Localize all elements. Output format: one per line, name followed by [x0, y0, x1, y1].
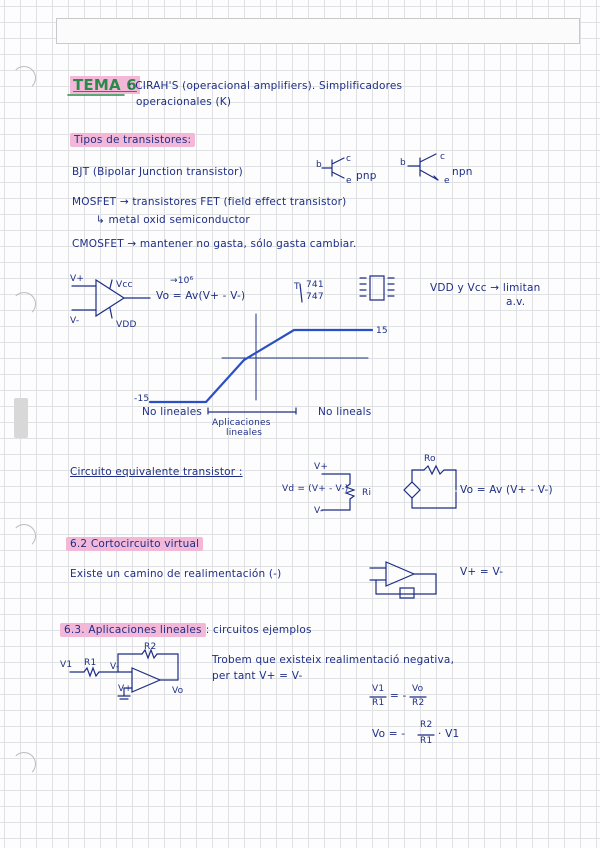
inv-vminus-label: V- — [110, 662, 120, 672]
eq-ri-label: Ri — [362, 488, 372, 498]
formula2-num: R2 — [420, 720, 433, 730]
chip-t-label: T — [294, 282, 300, 292]
graph-no-lineales-left: No lineales — [142, 406, 203, 418]
formula1-eq: = - — [390, 690, 407, 702]
cmosfet-text: CMOSFET → mantener no gasta, sólo gasta cambiar. — [72, 238, 357, 250]
chip-icon — [300, 276, 394, 302]
bjt-text: BJT (Bipolar Junction transistor) — [72, 166, 243, 178]
virtual-short-text: Existe un camino de realimentación (-) — [70, 568, 282, 580]
formula2-tail: · V1 — [438, 728, 460, 740]
formula2-lhs: Vo = - — [372, 728, 406, 740]
eq-vminus-label: V- — [314, 506, 324, 516]
eq-vo-formula: Vo = Av (V+ - V-) — [460, 484, 553, 496]
eq-vplus-label: V+ — [314, 462, 329, 472]
npn-emitter-label: e — [444, 176, 450, 186]
opamp-formula: Vo = Av(V+ - V-) — [156, 290, 246, 302]
graph-no-lineales-right: No lineals — [318, 406, 372, 418]
inv-r2-label: R2 — [144, 642, 157, 652]
inv-vo-label: Vo — [172, 686, 184, 696]
formula1-den-right: R2 — [412, 698, 425, 708]
pnp-collector-label: c — [346, 154, 352, 164]
pnp-emitter-label: e — [346, 176, 352, 186]
page-title: TEMA 6 — [70, 76, 140, 94]
page-subtitle-1: : CIRAH'S (operacional amplifiers). Simplificadores — [128, 80, 403, 92]
section-heading-6-3: 6.3. Aplicaciones lineales : circuitos ejemplos — [60, 624, 312, 636]
section-heading-tipos: Tipos de transistores: — [70, 134, 195, 146]
eq-vd-label: Vd = (V+ - V-) — [282, 484, 349, 494]
chip-747-label: 747 — [306, 292, 324, 302]
npn-base-label: b — [400, 158, 406, 168]
inv-text-1: Trobem que existeix realimentació negativa, — [212, 654, 455, 666]
pnp-label: pnp — [356, 170, 377, 182]
pnp-transistor-icon — [322, 158, 344, 178]
supply-note-2: a.v. — [506, 296, 526, 308]
graph-aplicaciones-1: Aplicaciones — [212, 418, 271, 428]
inv-vplus-label: V+ — [118, 684, 133, 694]
inv-v1-label: V1 — [60, 660, 73, 670]
page-subtitle-2: operacionales (K) — [136, 96, 232, 108]
npn-label: npn — [452, 166, 473, 178]
inv-text-2: per tant V+ = V- — [212, 670, 303, 682]
equivalent-circuit-diagram — [322, 466, 456, 510]
opamp-vdd-label: VDD — [116, 320, 137, 330]
npn-transistor-icon — [408, 154, 438, 180]
opamp-symbol-icon — [72, 280, 150, 318]
equivalent-label: Circuito equivalente transistor : — [70, 466, 243, 478]
inverting-amplifier-diagram — [70, 650, 178, 699]
virtual-short-eq: V+ = V- — [460, 566, 504, 578]
transfer-characteristic-graph — [150, 314, 372, 414]
mosfet-sub-text: ↳ metal oxid semiconductor — [96, 214, 250, 226]
formula1-num-right: Vo — [412, 684, 424, 694]
graph-aplicaciones-2: lineales — [226, 428, 263, 438]
npn-collector-label: c — [440, 152, 446, 162]
opamp-vcc-label: Vcc — [116, 280, 133, 290]
formula2-den: R1 — [420, 736, 433, 746]
formula1-num-left: V1 — [372, 684, 385, 694]
gain-note: →10⁶ — [170, 276, 194, 286]
opamp-vplus-label: V+ — [70, 274, 85, 284]
graph-label-bottom: -15 — [134, 394, 150, 404]
chip-741-label: 741 — [306, 280, 324, 290]
feedback-opamp-diagram — [370, 562, 436, 598]
formula1-den-left: R1 — [372, 698, 385, 708]
inv-r1-label: R1 — [84, 658, 97, 668]
opamp-vminus-label: V- — [70, 316, 80, 326]
section-heading-6-2: 6.2 Cortocircuito virtual — [66, 538, 203, 550]
graph-label-top: 15 — [376, 326, 388, 336]
pnp-base-label: b — [316, 160, 322, 170]
eq-ro-label: Ro — [424, 454, 436, 464]
mosfet-text: MOSFET → transistores FET (field effect transistor) — [72, 196, 347, 208]
supply-note-1: VDD y Vcc → limitan — [430, 282, 541, 294]
